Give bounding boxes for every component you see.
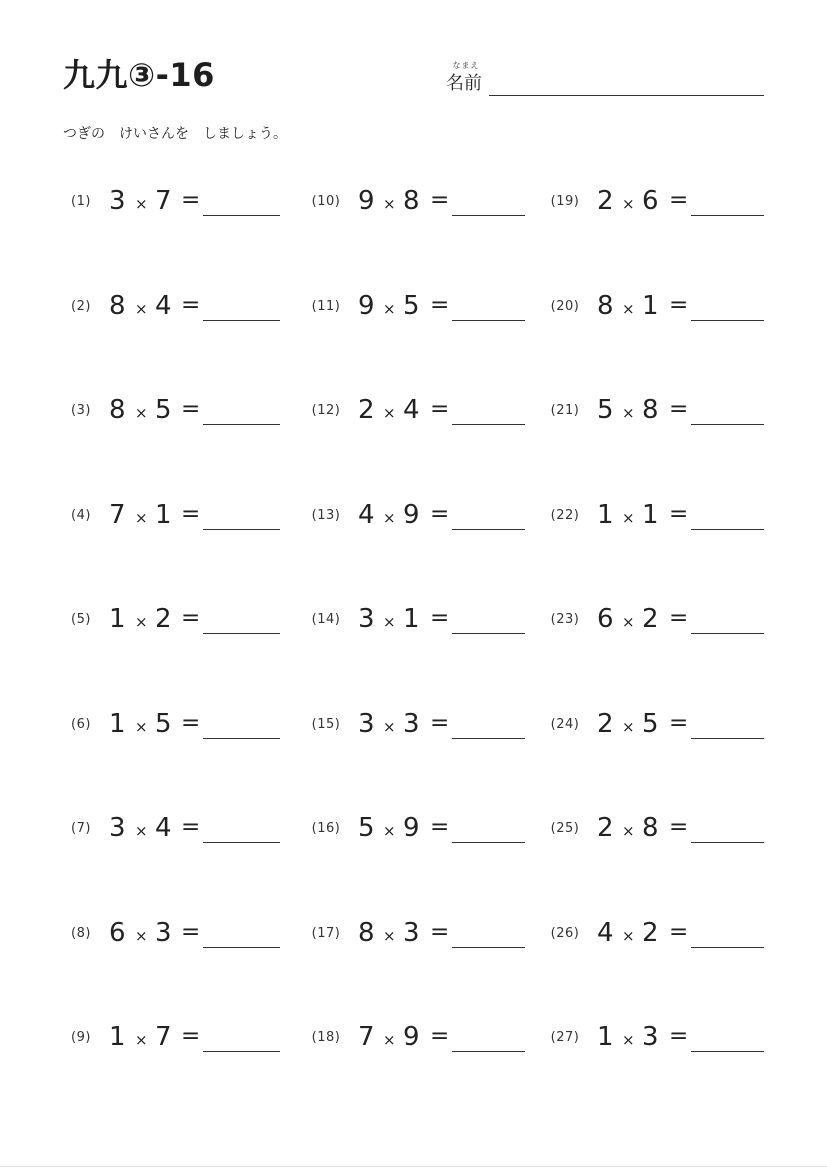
- times-sign: ×: [135, 822, 148, 840]
- multiplicand: 4: [358, 500, 375, 530]
- problem-number: (23): [550, 612, 580, 627]
- times-sign: ×: [383, 927, 396, 945]
- multiplier: 9: [403, 1022, 420, 1052]
- equals-sign: =: [181, 187, 201, 213]
- multiplier: 5: [155, 709, 172, 739]
- problem-number: (12): [311, 403, 341, 418]
- times-sign: ×: [383, 1031, 396, 1049]
- multiplier: 4: [155, 813, 172, 843]
- equals-sign: =: [669, 919, 689, 945]
- equals-sign: =: [181, 814, 201, 840]
- problem-number: (9): [71, 1030, 91, 1045]
- times-sign: ×: [622, 822, 635, 840]
- equals-sign: =: [669, 710, 689, 736]
- multiplicand: 9: [358, 186, 375, 216]
- multiplicand: 1: [109, 709, 126, 739]
- multiplier: 2: [642, 918, 659, 948]
- multiplier: 1: [155, 500, 172, 530]
- problem-item: [0, 500, 827, 534]
- equals-sign: =: [669, 292, 689, 318]
- problem-number: (24): [550, 717, 580, 732]
- multiplicand: 2: [597, 186, 614, 216]
- equals-sign: =: [181, 292, 201, 318]
- times-sign: ×: [383, 509, 396, 527]
- problem-number: (22): [550, 508, 580, 523]
- equals-sign: =: [181, 396, 201, 422]
- times-sign: ×: [622, 1031, 635, 1049]
- equals-sign: =: [430, 501, 450, 527]
- multiplicand: 6: [109, 918, 126, 948]
- multiplicand: 2: [597, 709, 614, 739]
- times-sign: ×: [622, 509, 635, 527]
- equals-sign: =: [181, 605, 201, 631]
- problem-item: [0, 291, 827, 325]
- problem-number: (7): [71, 821, 91, 836]
- problem-number: (19): [550, 194, 580, 209]
- name-label: 名前: [446, 73, 482, 94]
- times-sign: ×: [135, 195, 148, 213]
- multiplier: 8: [403, 186, 420, 216]
- multiplicand: 9: [358, 291, 375, 321]
- multiplier: 2: [642, 604, 659, 634]
- multiplier: 9: [403, 500, 420, 530]
- problem-item: [0, 813, 827, 847]
- times-sign: ×: [622, 718, 635, 736]
- times-sign: ×: [135, 404, 148, 422]
- multiplicand: 3: [358, 604, 375, 634]
- equals-sign: =: [430, 710, 450, 736]
- multiplicand: 5: [597, 395, 614, 425]
- multiplicand: 2: [358, 395, 375, 425]
- times-sign: ×: [135, 300, 148, 318]
- multiplier: 5: [403, 291, 420, 321]
- multiplicand: 8: [109, 395, 126, 425]
- page-bottom-edge: [0, 1166, 827, 1167]
- multiplicand: 1: [597, 500, 614, 530]
- multiplier: 7: [155, 186, 172, 216]
- answer-line[interactable]: [691, 738, 764, 739]
- multiplicand: 6: [597, 604, 614, 634]
- answer-line[interactable]: [691, 424, 764, 425]
- problem-number: (27): [550, 1030, 580, 1045]
- problem-number: (20): [550, 299, 580, 314]
- times-sign: ×: [383, 300, 396, 318]
- equals-sign: =: [181, 1023, 201, 1049]
- answer-line[interactable]: [691, 215, 764, 216]
- multiplier: 5: [155, 395, 172, 425]
- multiplier: 3: [642, 1022, 659, 1052]
- multiplier: 9: [403, 813, 420, 843]
- times-sign: ×: [383, 822, 396, 840]
- multiplier: 8: [642, 813, 659, 843]
- problem-number: (13): [311, 508, 341, 523]
- equals-sign: =: [430, 919, 450, 945]
- times-sign: ×: [622, 300, 635, 318]
- problem-number: (15): [311, 717, 341, 732]
- equals-sign: =: [430, 396, 450, 422]
- times-sign: ×: [383, 195, 396, 213]
- problem-number: (17): [311, 926, 341, 941]
- equals-sign: =: [669, 396, 689, 422]
- problem-number: (21): [550, 403, 580, 418]
- answer-line[interactable]: [691, 1051, 764, 1052]
- answer-line[interactable]: [691, 633, 764, 634]
- multiplier: 4: [155, 291, 172, 321]
- multiplicand: 8: [358, 918, 375, 948]
- equals-sign: =: [181, 501, 201, 527]
- times-sign: ×: [383, 404, 396, 422]
- answer-line[interactable]: [691, 842, 764, 843]
- equals-sign: =: [430, 814, 450, 840]
- equals-sign: =: [669, 814, 689, 840]
- problem-item: [0, 709, 827, 743]
- problem-number: (14): [311, 612, 341, 627]
- times-sign: ×: [135, 509, 148, 527]
- multiplier: 2: [155, 604, 172, 634]
- multiplier: 3: [403, 918, 420, 948]
- multiplier: 4: [403, 395, 420, 425]
- problem-item: [0, 186, 827, 220]
- problem-number: (18): [311, 1030, 341, 1045]
- answer-line[interactable]: [691, 320, 764, 321]
- times-sign: ×: [135, 1031, 148, 1049]
- multiplier: 1: [403, 604, 420, 634]
- times-sign: ×: [622, 613, 635, 631]
- name-ruby: なまえ: [452, 61, 480, 70]
- page-title: 九九③-16: [63, 56, 215, 94]
- problem-number: (3): [71, 403, 91, 418]
- times-sign: ×: [135, 718, 148, 736]
- problem-number: (16): [311, 821, 341, 836]
- problem-number: (26): [550, 926, 580, 941]
- equals-sign: =: [430, 292, 450, 318]
- multiplier: 6: [642, 186, 659, 216]
- problem-number: (6): [71, 717, 91, 732]
- problem-number: (1): [71, 194, 91, 209]
- multiplicand: 8: [597, 291, 614, 321]
- problem-number: (5): [71, 612, 91, 627]
- name-answer-line[interactable]: [489, 95, 764, 96]
- multiplier: 7: [155, 1022, 172, 1052]
- instruction-text: つぎの けいさんを しましょう。: [63, 126, 287, 142]
- equals-sign: =: [430, 1023, 450, 1049]
- problem-item: [0, 604, 827, 638]
- problem-number: (10): [311, 194, 341, 209]
- multiplier: 3: [155, 918, 172, 948]
- times-sign: ×: [383, 718, 396, 736]
- equals-sign: =: [669, 1023, 689, 1049]
- problem-number: (11): [311, 299, 341, 314]
- multiplicand: 1: [597, 1022, 614, 1052]
- multiplicand: 1: [109, 1022, 126, 1052]
- multiplicand: 7: [358, 1022, 375, 1052]
- times-sign: ×: [383, 613, 396, 631]
- equals-sign: =: [430, 605, 450, 631]
- problem-item: [0, 918, 827, 952]
- equals-sign: =: [430, 187, 450, 213]
- problem-item: [0, 395, 827, 429]
- problem-number: (25): [550, 821, 580, 836]
- multiplicand: 4: [597, 918, 614, 948]
- problem-number: (4): [71, 508, 91, 523]
- equals-sign: =: [181, 710, 201, 736]
- problem-item: [0, 1022, 827, 1056]
- multiplier: 5: [642, 709, 659, 739]
- multiplicand: 2: [597, 813, 614, 843]
- equals-sign: =: [669, 605, 689, 631]
- multiplier: 3: [403, 709, 420, 739]
- multiplicand: 7: [109, 500, 126, 530]
- problem-number: (8): [71, 926, 91, 941]
- multiplicand: 3: [109, 813, 126, 843]
- multiplicand: 8: [109, 291, 126, 321]
- equals-sign: =: [181, 919, 201, 945]
- answer-line[interactable]: [691, 947, 764, 948]
- problem-number: (2): [71, 299, 91, 314]
- times-sign: ×: [622, 404, 635, 422]
- multiplier: 1: [642, 500, 659, 530]
- multiplicand: 5: [358, 813, 375, 843]
- equals-sign: =: [669, 187, 689, 213]
- answer-line[interactable]: [691, 529, 764, 530]
- times-sign: ×: [622, 927, 635, 945]
- multiplicand: 1: [109, 604, 126, 634]
- times-sign: ×: [622, 195, 635, 213]
- multiplicand: 3: [109, 186, 126, 216]
- multiplicand: 3: [358, 709, 375, 739]
- times-sign: ×: [135, 613, 148, 631]
- equals-sign: =: [669, 501, 689, 527]
- multiplier: 1: [642, 291, 659, 321]
- times-sign: ×: [135, 927, 148, 945]
- multiplier: 8: [642, 395, 659, 425]
